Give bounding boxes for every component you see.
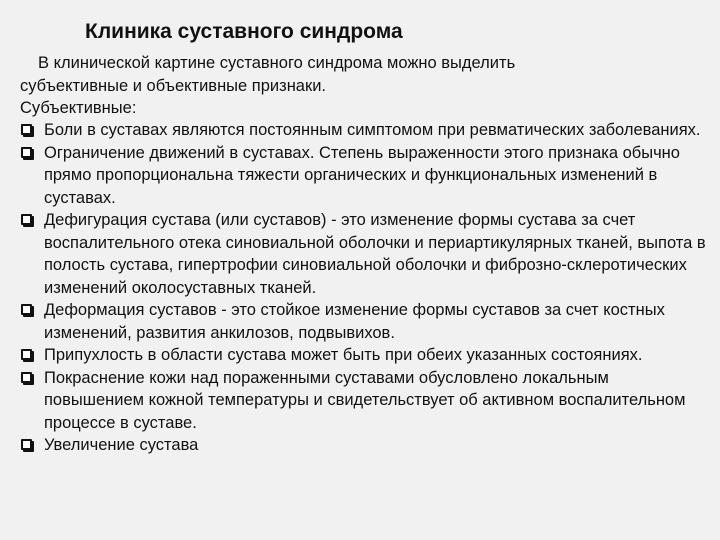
list-item-text: Припухлость в области сустава может быть при обеих указанных состояниях. bbox=[44, 346, 643, 364]
list-item-text: Ограничение движений в суставах. Степень выраженности этого признака обычно прямо пропорциональна тяжести органических и функциональных изменений в суставах. bbox=[44, 143, 680, 207]
list-item bbox=[20, 367, 710, 435]
list-item-text: Деформация суставов - это стойкое изменение формы суставов за счет костных изменений, развития анкилозов, подвывихов. bbox=[44, 301, 665, 342]
checkbox-icon bbox=[21, 124, 32, 135]
list-item bbox=[20, 434, 710, 457]
intro-paragraph bbox=[20, 52, 710, 97]
list-item bbox=[20, 142, 710, 210]
intro-line-1: В клинической картине суставного синдрома можно выделить bbox=[38, 54, 516, 72]
symptom-list bbox=[20, 119, 710, 457]
list-item bbox=[20, 299, 710, 344]
intro-line-2: субъективные и объективные признаки. bbox=[20, 76, 326, 95]
list-item bbox=[20, 344, 710, 367]
checkbox-icon bbox=[21, 372, 32, 383]
slide-title: Клиника суставного синдрома bbox=[85, 20, 403, 43]
list-item-text: Дефигурация сустава (или суставов) - это изменение формы сустава за счет воспалительного отека синовиальной оболочки и периартикулярных тканей, выпота в полость сустава, гипертрофии синовиальной оболочки и фиброзно-склеротических изменений околосуставных тканей. bbox=[44, 211, 706, 297]
section-label-subjective: Субъективные: bbox=[20, 99, 137, 117]
list-item-text: Увеличение сустава bbox=[44, 436, 199, 454]
list-item-text: Боли в суставах являются постоянным симптомом при ревматических заболеваниях. bbox=[44, 121, 701, 139]
checkbox-icon bbox=[21, 304, 32, 315]
checkbox-icon bbox=[21, 214, 32, 225]
list-item bbox=[20, 119, 710, 142]
checkbox-icon bbox=[21, 147, 32, 158]
list-item bbox=[20, 209, 710, 299]
checkbox-icon bbox=[21, 349, 32, 360]
list-item-text: Покраснение кожи над пораженными суставами обусловлено локальным повышением кожной температуры и свидетельствует об активном воспалительном процессе в суставе. bbox=[44, 368, 686, 432]
checkbox-icon bbox=[21, 439, 32, 450]
